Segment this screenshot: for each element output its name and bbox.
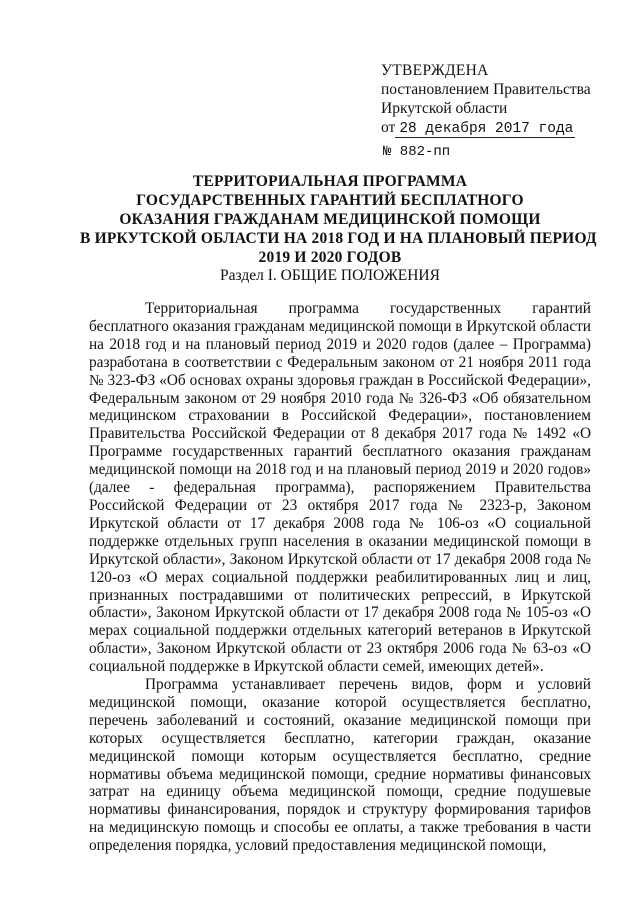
title-line-4: В ИРКУТСКОЙ ОБЛАСТИ НА 2018 ГОД И НА ПЛАНОВЫЙ ПЕРИОД	[80, 230, 597, 247]
title-line-1: ТЕРРИТОРИАЛЬНАЯ ПРОГРАММА	[192, 173, 468, 190]
approval-region-line: Иркутской области	[381, 100, 508, 117]
title-line-3: ОКАЗАНИЯ ГРАЖДАНАМ МЕДИЦИНСКОЙ ПОМОЩИ	[119, 211, 541, 228]
approval-block	[381, 61, 611, 162]
approval-number: № 882-пп	[383, 144, 451, 160]
section-heading: Раздел I. ОБЩИЕ ПОЛОЖЕНИЯ	[220, 267, 440, 284]
title-line-2: ГОСУДАРСТВЕННЫХ ГАРАНТИЙ БЕСПЛАТНОГО	[136, 192, 524, 209]
title-line-5: 2019 И 2020 ГОДОВ	[258, 249, 402, 266]
approval-date-value: 28 декабря 2017 года	[395, 121, 575, 138]
approval-date-prefix: от	[381, 119, 396, 136]
document-body	[89, 300, 591, 855]
approval-issuer-line: постановлением Правительства	[381, 81, 591, 98]
approval-date-row	[381, 118, 611, 139]
document-title	[80, 172, 597, 267]
approval-status: УТВЕРЖДЕНА	[381, 62, 489, 79]
paragraph-2: Программа устанавливает перечень видов, форм и условий медицинской помощи, оказание которой осуществляется бесплатно, перечень заболеваний и состояний, оказание медицинской помощи при которых осуществляется бесплатно, категории граждан, оказание медицинской помощи которым осуществляется бесплатно, средние нормативы объема медицинской помощи, средние нормативы финансовых затрат на единицу объема медицинской помощи, средние подушевые нормативы финансирования, порядок и структуру формирования тарифов на медицинскую помощь и способы ее оплаты, а также требования в части определения порядка, условий предоставления медицинской помощи,	[89, 676, 591, 855]
paragraph-1: Территориальная программа государственных гарантий бесплатного оказания гражданам медицинской помощи в Иркутской области на 2018 год и на плановый период 2019 и 2020 годов (далее – Программа) разработана в соответствии с Федеральным законом от 21 ноября 2011 года № 323-ФЗ «Об основах охраны здоровья граждан в Российской Федерации», Федеральным законом от 29 ноября 2010 года № 326-ФЗ «Об обязательном медицинском страховании в Российской Федерации», постановлением Правительства Российской Федерации от 8 декабря 2017 года № 1492 «О Программе государственных гарантий бесплатного оказания гражданам медицинской помощи на 2018 год и на плановый период 2019 и 2020 годов» (далее - федеральная программа), распоряжением Правительства Российской Федерации от 23 октября 2017 года № 2323-р, Законом Иркутской области от 17 декабря 2008 года № 106-оз «О социальной поддержке отдельных групп населения в оказании медицинской помощи в Иркутской области», Законом Иркутской области от 17 декабря 2008 года № 120-оз «О мерах социальной поддержки реабилитированных лиц и лиц, признанных пострадавшими от политических репрессий, в Иркутской области», Законом Иркутской области от 17 декабря 2008 года № 105-оз «О мерах социальной поддержки отдельных категорий ветеранов в Иркутской области», Законом Иркутской области от 23 октября 2006 года № 63-оз «О социальной поддержке в Иркутской области семей, имеющих детей».	[89, 300, 591, 676]
